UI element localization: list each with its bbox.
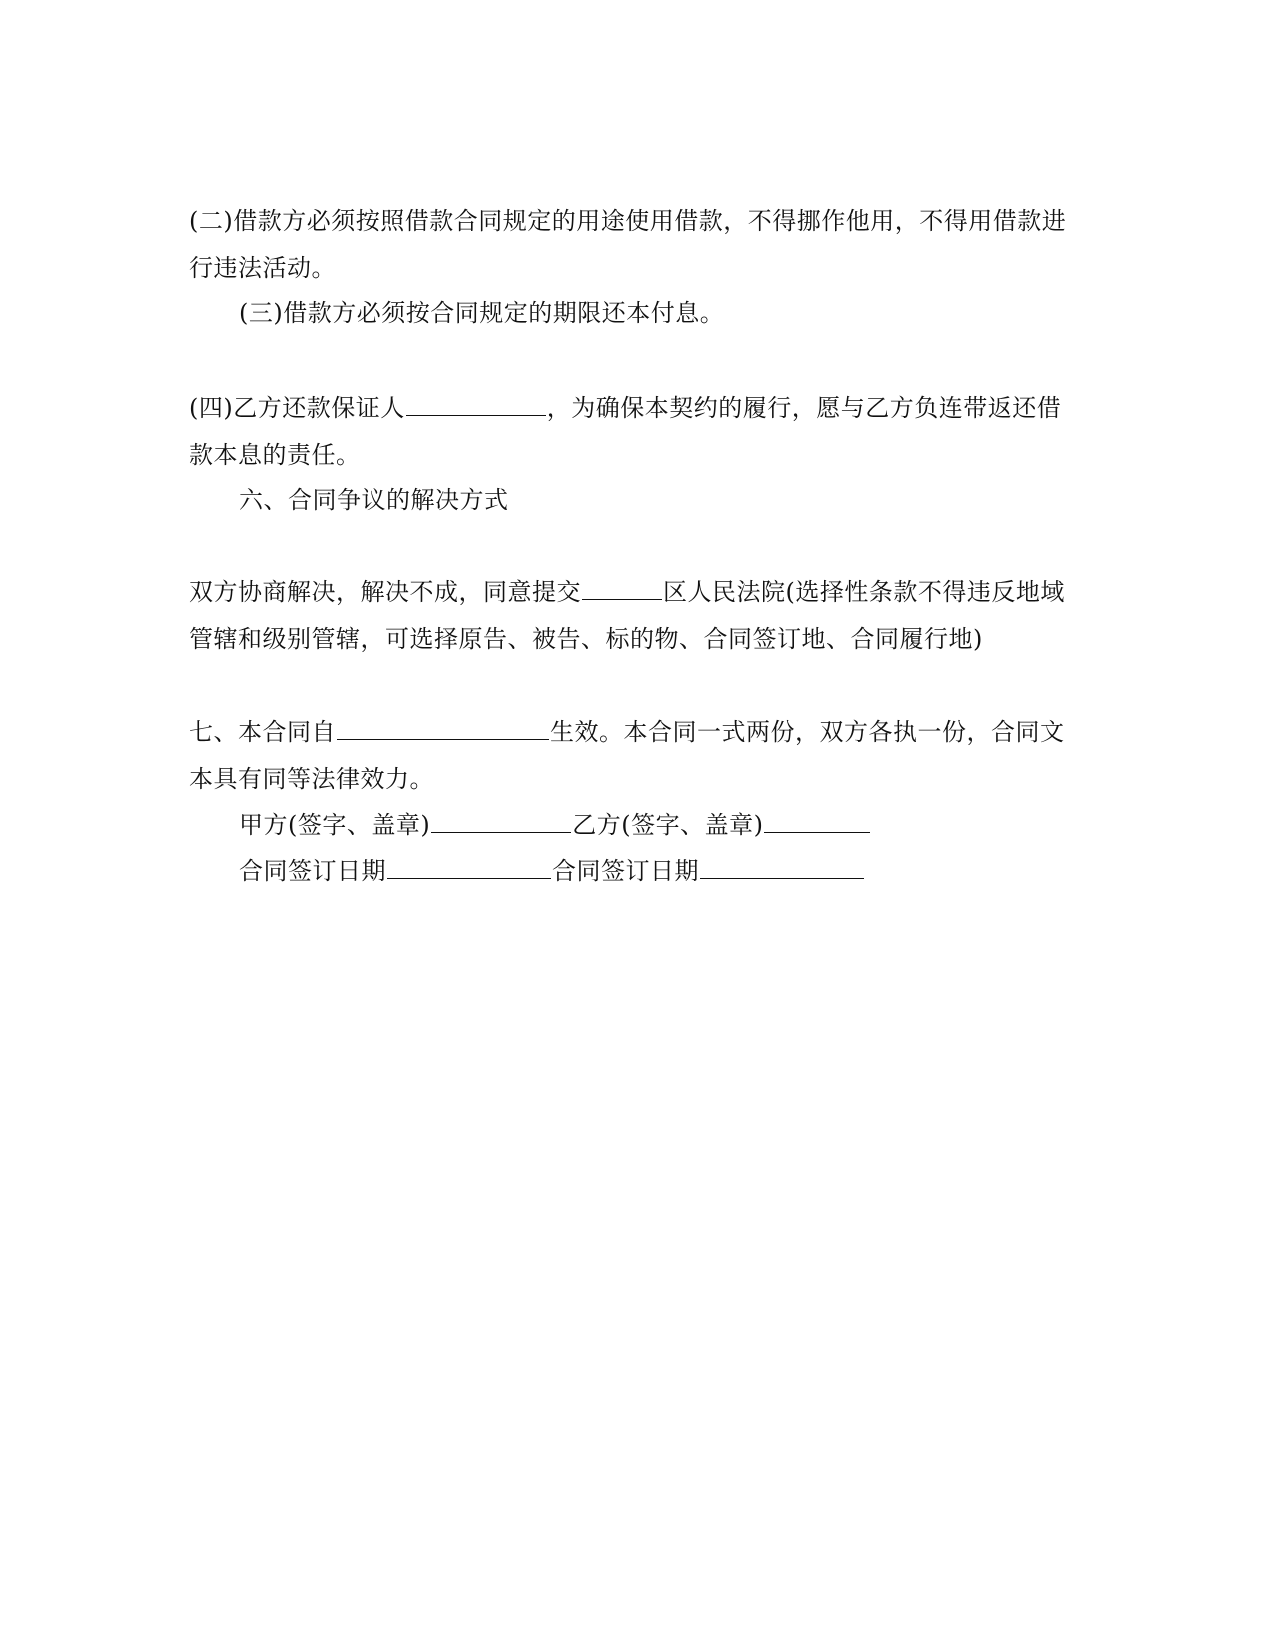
section-7-text-a: 七、本合同自 xyxy=(189,718,336,746)
clause-4-text-b: ，为确保本契约的履行，愿与乙方负连带返还借 xyxy=(546,394,1062,422)
party-b-label: 乙方(签字、盖章) xyxy=(572,811,764,839)
section-6-text-a: 双方协商解决，解决不成，同意提交 xyxy=(189,578,581,606)
clause-4-line-2 xyxy=(189,440,361,470)
section-7-line-1 xyxy=(189,717,1065,747)
clause-3-text: (三)借款方必须按合同规定的期限还本付息。 xyxy=(239,299,725,327)
guarantor-blank[interactable] xyxy=(406,393,546,416)
date-a-blank[interactable] xyxy=(387,856,551,879)
clause-2-text-1: (二)借款方必须按照借款合同规定的用途使用借款，不得挪作他用，不得用借款进 xyxy=(189,207,1067,235)
clause-2-line-2 xyxy=(189,253,336,283)
clause-2-text-2: 行违法活动。 xyxy=(189,254,336,282)
section-6-heading xyxy=(239,485,509,515)
party-a-signature-blank[interactable] xyxy=(431,810,571,833)
section-6-line-1 xyxy=(189,577,1065,607)
section-7-text-2: 本具有同等法律效力。 xyxy=(189,765,434,793)
date-a-label: 合同签订日期 xyxy=(239,857,386,885)
party-a-label: 甲方(签字、盖章) xyxy=(239,811,431,839)
section-6-heading-text: 六、合同争议的解决方式 xyxy=(239,486,509,514)
clause-4-text-a: (四)乙方还款保证人 xyxy=(189,394,405,422)
court-district-blank[interactable] xyxy=(582,577,662,600)
section-6-text-b: 区人民法院(选择性条款不得违反地域 xyxy=(663,578,1065,606)
section-6-line-2 xyxy=(189,624,983,654)
effective-date-blank[interactable] xyxy=(337,717,549,740)
clause-3 xyxy=(239,298,724,328)
signature-row xyxy=(239,810,871,840)
party-b-signature-blank[interactable] xyxy=(764,810,870,833)
date-row xyxy=(239,856,865,886)
date-b-label: 合同签订日期 xyxy=(552,857,699,885)
clause-4-line-1 xyxy=(189,393,1061,423)
section-6-text-2: 管辖和级别管辖，可选择原告、被告、标的物、合同签订地、合同履行地) xyxy=(189,625,983,653)
section-7-text-b: 生效。本合同一式两份，双方各执一份，合同文 xyxy=(550,718,1065,746)
clause-2-line-1 xyxy=(189,206,1066,236)
date-b-blank[interactable] xyxy=(700,856,864,879)
section-7-line-2 xyxy=(189,764,434,794)
clause-4-text-2: 款本息的责任。 xyxy=(189,441,361,469)
